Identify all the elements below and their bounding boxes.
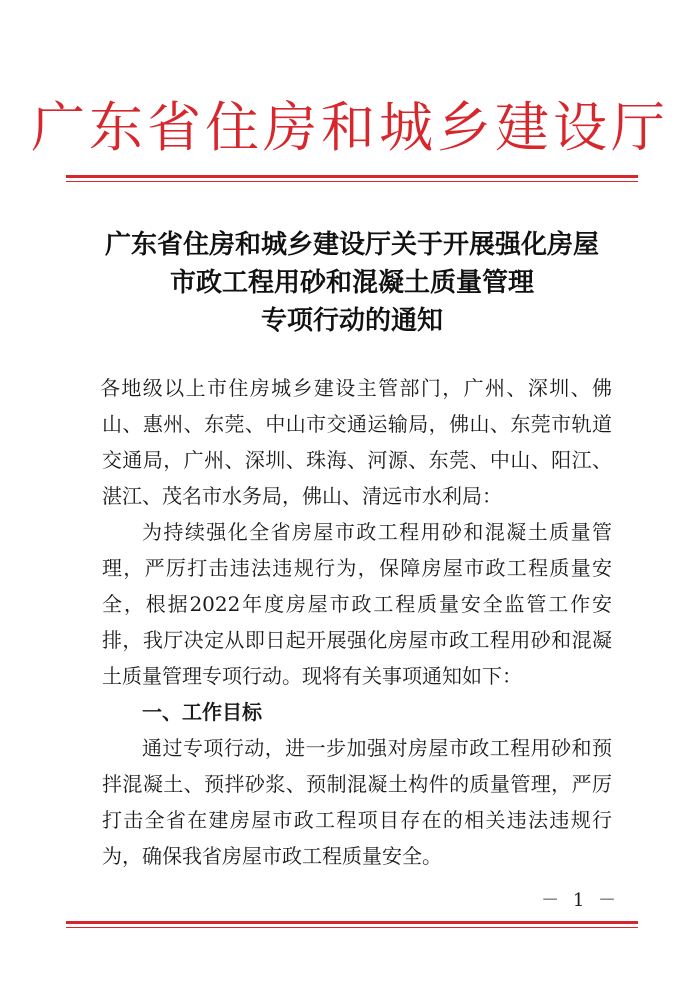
document-title-line-2: 市政工程用砂和混凝土质量管理 bbox=[169, 268, 534, 298]
footer-divider-thin bbox=[66, 927, 638, 928]
addressee-paragraph: 各地级以上市住房城乡建设主管部门，广州、深圳、佛山、惠州、东莞、中山市交通运输局，佛山、东莞市轨道交通局，广州、深圳、珠海、河源、东莞、中山、阳江、湛江、茂名市水务局，佛山、清远市水利局： bbox=[100, 376, 612, 508]
agency-letterhead: 广东省住房和城乡建设厅 bbox=[31, 96, 669, 159]
letterhead-divider-thick bbox=[66, 175, 638, 178]
page-number: － 1 － bbox=[541, 890, 620, 911]
intro-paragraph: 为持续强化全省房屋市政工程用砂和混凝土质量管理，严厉打击违法违规行为，保障房屋市政工程质量安全，根据2022年度房屋市政工程质量安全监管工作安排，我厅决定从即日起开展强化房屋市政工程用砂和混凝土质量管理专项行动。现将有关事项通知如下： bbox=[102, 520, 612, 688]
section-1-paragraph: 通过专项行动，进一步加强对房屋市政工程用砂和预拌混凝土、预拌砂浆、预制混凝土构件的质量管理，严厉打击全省在建房屋市政工程项目存在的相关违法违规行为，确保我省房屋市政工程质量安全。 bbox=[102, 736, 612, 868]
document-title-line-3: 专项行动的通知 bbox=[260, 306, 443, 336]
section-heading-1: 一、工作目标 bbox=[142, 700, 262, 724]
document-title-line-1: 广东省住房和城乡建设厅关于开展强化房屋 bbox=[104, 230, 599, 260]
footer-divider-thick bbox=[66, 921, 638, 924]
document-title bbox=[66, 226, 638, 340]
document-body bbox=[102, 370, 612, 874]
letterhead-divider-thin bbox=[66, 181, 638, 182]
